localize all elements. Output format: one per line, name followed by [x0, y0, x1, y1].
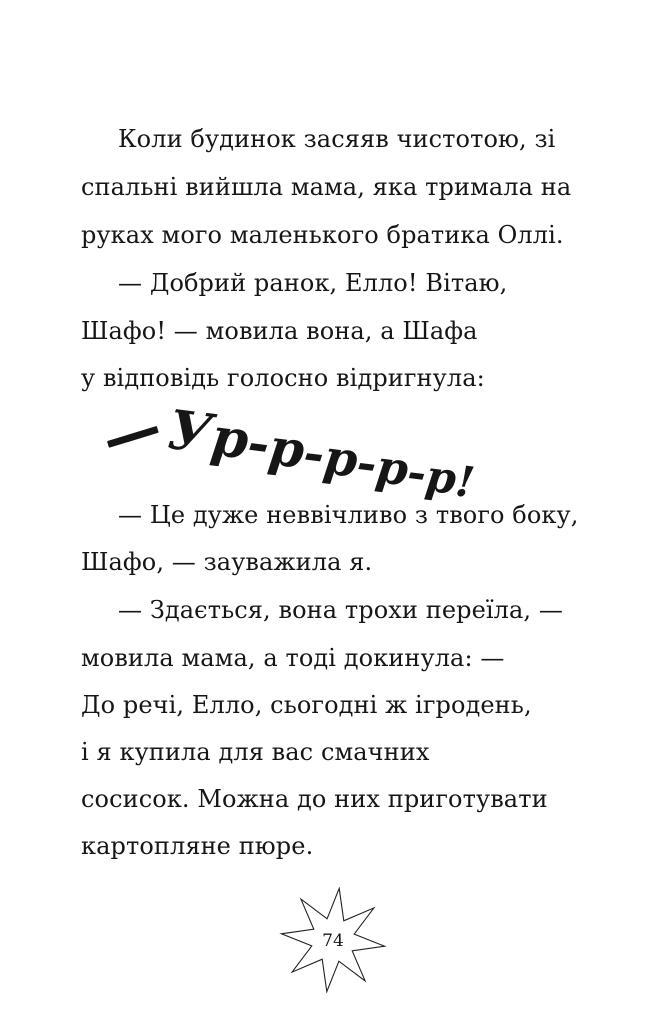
page-number-badge — [278, 887, 388, 997]
sound-effect-letter: р — [373, 438, 412, 497]
paragraph-4-line-4: і я купила для вас смачних — [81, 738, 430, 766]
paragraph-2-line-3: у відповідь голосно відригнула: — [81, 364, 485, 392]
sound-effect-letter: р — [207, 405, 253, 472]
sound-effect-letter: - — [353, 435, 380, 493]
sound-effect-letter: р — [265, 417, 308, 480]
sound-effect-letter: - — [404, 446, 430, 500]
sound-effect — [100, 395, 500, 508]
paragraph-1-line-1: Коли будинок засяяв чистотою, зі — [118, 125, 556, 153]
paragraph-2-line-2: Шафо! — мовила вона, а Шафа — [81, 317, 478, 345]
paragraph-3-line-1: — Це дуже неввічливо з твого боку, — [118, 501, 579, 529]
paragraph-1-line-3: руках мого маленького братика Оллі. — [81, 221, 564, 249]
sound-effect-letter: - — [244, 413, 273, 476]
sound-effect-letter: ! — [452, 455, 478, 508]
paragraph-4-line-3: До речі, Елло, сьогодні ж ігродень, — [81, 691, 532, 719]
sound-effect-letter: У — [164, 397, 216, 466]
paragraph-4-line-1: — Здається, вона трохи переїла, — — [118, 596, 563, 624]
sound-effect-dash — [107, 426, 159, 448]
sound-effect-letter: р — [422, 450, 460, 505]
paragraph-2-line-1: — Добрий ранок, Елло! Вітаю, — [118, 269, 508, 297]
sound-effect-letter: р — [320, 429, 361, 489]
paragraph-4-line-6: картопляне пюре. — [81, 832, 314, 860]
paragraph-4-line-2: мовила мама, а тоді докинула: — — [81, 644, 505, 672]
sound-effect-letter: - — [300, 423, 328, 484]
sound-effect-text — [164, 397, 480, 508]
page-number: 74 — [322, 931, 344, 951]
paragraph-4-line-5: сосисок. Можна до них приготувати — [81, 785, 548, 813]
paragraph-1-line-2: спальні вийшла мама, яка тримала на — [81, 173, 572, 201]
paragraph-3-line-2: Шафо, — зауважила я. — [81, 548, 373, 576]
